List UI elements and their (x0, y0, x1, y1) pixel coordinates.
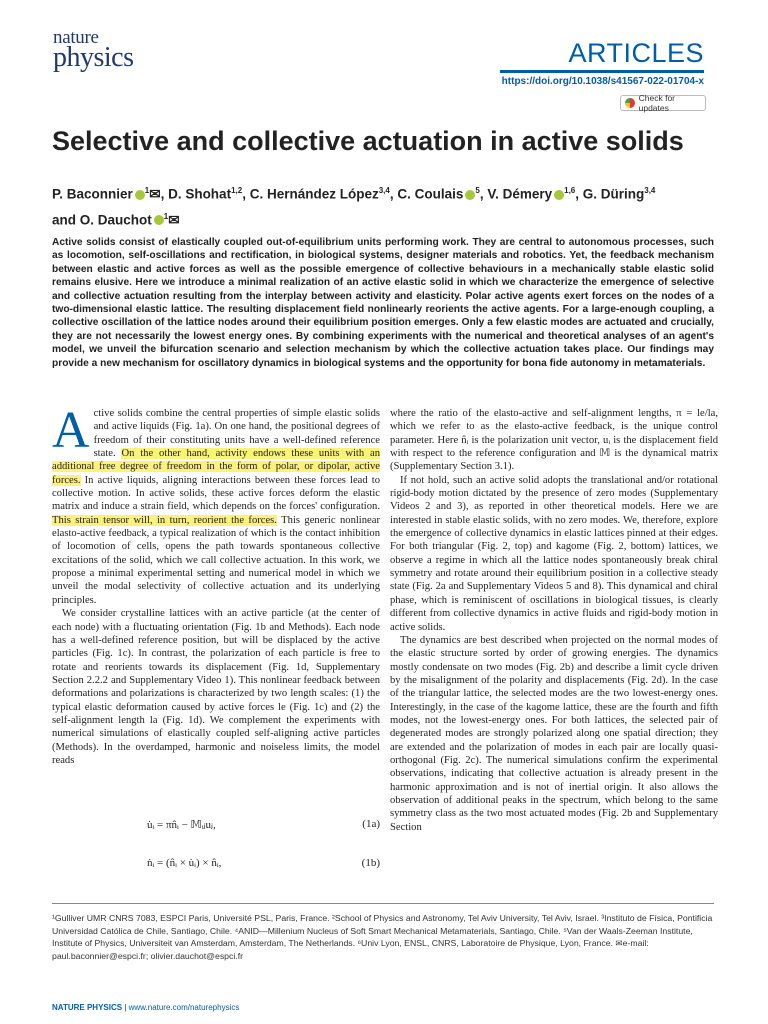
left-column (52, 402, 380, 767)
page-footer: NATURE PHYSICS | www.nature.com/naturephysics (52, 1003, 240, 1012)
paragraph: Active solids combine the central properties of simple elastic solids and active liquids (Fig. 1a). On one hand, the positional degrees of freedom of their constituting units have a well-defined reference state. On the other hand, activity endows these units with an additional free degree of freedom in the form of polar, or dipolar, active forces. In active liquids, aligning interactions between these forces lead to collective motion. In active solids, these active forces deform the elastic matrix and induce a strain field, which depends on the forces' configuration. This strain tensor will, in turn, reorient the forces. This generic nonlinear elasto-active feedback, a typical realization of which is the contact inhibition of locomotion of cells, opens the path towards spontaneous collective excitations of the solid, which we call collective actuation. In this work, we propose a minimal experimental setting and numerical model in which we unveil the modal selectivity of collective actuation and its underlying principles. (52, 402, 380, 606)
journal-url[interactable]: www.nature.com/naturephysics (128, 1003, 240, 1012)
paragraph: We consider crystalline lattices with an active particle (at the center of each node) with a fluctuating orientation (Fig. 1b and Methods). Each node has a well-defined reference position, but will be displaced by the active particles (Fig. 1c). In contrast, the polarization of each particle is free to rotate and reorients towards its displacement (Fig. 1d, Supplementary Section 2.2.2 and Supplementary Video 1). This nonlinear feedback between deformations and polarizations is characterized by two length scales: (1) the typical elastic deformation caused by active forces le (Fig. 1c) and (2) the self-alignment length la (Fig. 1d). We complement the experiments with numerical simulations of elastically coupled self-aligning active particles (Methods). In the overdamped, harmonic and noiseless limits, the model reads (52, 608, 380, 766)
mail-icon[interactable]: ✉ (149, 186, 161, 202)
author-list: P. Baconnier $^1$✉, D. Shohat$^{1,2}$, C. Hernández López$^{3,4}$, C. Coulais $^5$, V. Démery $^{1,6}$, G. Düring$^{3,4}$ and O. Dauchot $^1$✉ (52, 186, 656, 227)
doi-link[interactable]: https://doi.org/10.1038/s41567-022-01704-x (501, 76, 704, 87)
paragraph: If not hold, such an active solid adopts the translational and/or rotational rigid-body motion dictated by the presence of zero modes (Supplementary Videos 2 and 3), as reported in other theoretical models. Here we are interested in stable elastic solids, with no zero modes. We, therefore, explore the emergence of collective dynamics in elastic lattices pinned at their edges. For both triangular (Fig. 2, top) and kagome (Fig. 2, bottom) lattices, we observe a regime in which all the lattice nodes spontaneously break chiral symmetry and rotate around their equilibrium position in a collective steady state (Fig. 2a and Supplementary Videos 5 and 8). This dynamical and chiral phase, which is reminiscent of oscillations in biological tissues, is clearly different from collective dynamics in active fluids and rigid-body motion in active solids. (390, 474, 718, 633)
article-title: Selective and collective actuation in active solids (52, 126, 684, 156)
section-label: ARTICLES (568, 38, 704, 68)
section-rule (500, 70, 704, 73)
orcid-icon[interactable] (154, 215, 164, 225)
affiliations: ¹Gulliver UMR CNRS 7083, ESPCI Paris, Université PSL, Paris, France. ²School of Physics and Astronomy, Tel Aviv University, Tel Aviv, Israel. ³Instituto de Física, Pontificia Universidad Católica de Chile, Santiago, Chile. ⁴ANID—Millenium Nucleus of Soft Smart Mechanical Metamaterials, Santiago, Chile. ⁵Van der Waals-Zeeman Institute, Institute of Physics, Universiteit van Amsterdam, Amsterdam, The Netherlands. ⁶Univ Lyon, ENSL, CNRS, Laboratoire de Physique, Lyon, France. ✉e-mail: paul.baconnier@espci.fr; olivier.dauchot@espci.fr (52, 913, 713, 961)
check-updates-icon (625, 98, 635, 108)
drop-cap: A (52, 402, 90, 459)
abstract: Active solids consist of elastically coupled out-of-equilibrium units performing work. They are central to autonomous processes, such as locomotion, self-oscillations and rectification, in biological systems, designer materials and robotics. Yet, the feedback mechanism between elastic and active forces as well as the possible emergence of collective behaviours in a mechanically stable elastic solid remains elusive. Here we introduce a minimal realization of an active elastic solid in which we characterize the emergence of selective and collective actuation resulting from the interplay between activity and elasticity. Polar active agents exert forces on the nodes of a two-dimensional elastic lattice. The resulting displacement field nonlinearly reorients the active agents. For a large-enough coupling, a collective oscillation of the lattice nodes around their equilibrium position emerges. Only a few elastic modes are actuated and crucially, they are not necessarily the lowest energy ones. By combining experiments with the numerical and theoretical analyses of an agent's model, we unveil the bifurcation scenario and selection mechanism by which the collective actuation takes place. Our findings may provide a new mechanism for oscillatory dynamics in biological systems and the opportunity for bona fide autonomy in metamaterials. (52, 237, 714, 369)
footnote-rule (52, 903, 714, 904)
check-updates-button[interactable]: Check for updates (620, 95, 706, 111)
orcid-icon[interactable] (554, 190, 564, 200)
mail-icon[interactable]: ✉ (168, 212, 180, 227)
highlight[interactable]: On the other hand, activity endows these units with an additional free degree of freedom in the form of polar, or dipolar, active forces. (52, 448, 380, 486)
orcid-icon[interactable] (465, 190, 475, 200)
right-column (390, 407, 718, 834)
orcid-icon[interactable] (135, 190, 145, 200)
journal-logo: nature physics (53, 27, 134, 73)
paragraph: where the ratio of the elasto-active and self-alignment lengths, π = le/la, which we refer to as the elasto-active feedback, is the unique control parameter. Here n̂ᵢ is the polarization unit vector, uᵢ is the displacement field with respect to the reference configuration and 𝕄 is the dynamical matrix (Supplementary Section 3.1). (390, 408, 718, 473)
highlight[interactable]: This strain tensor will, in turn, reorient the forces. (52, 514, 277, 526)
paragraph: The dynamics are best described when projected on the normal modes of the elastic structure sorted by order of growing energies. The dynamics mostly condensate on two modes (Fig. 2b) and describe a limit cycle driven by the misalignment of the polarity and displacements (Fig. 2d). In the case of the triangular lattice, the selected modes are the two lowest-energy ones. Interestingly, in the case of the kagome lattice, these are the fourth and fifth modes, not the lowest-energy ones. For both lattices, the selected pair of degenerated modes are strongly polarized along one spatial direction; they are extended and the polarization of modes in each pair are locally quasi-orthogonal (Fig. 2c). The numerical simulations confirm the experimental observations, indicating that collective actuation is already present in the harmonic approximation and is not of inertial origin. It also allows the observation of additional peaks in the spectrum, which belong to the same symmetry class as the two most actuated modes (Fig. 2b and Supplementary Section (390, 634, 718, 833)
